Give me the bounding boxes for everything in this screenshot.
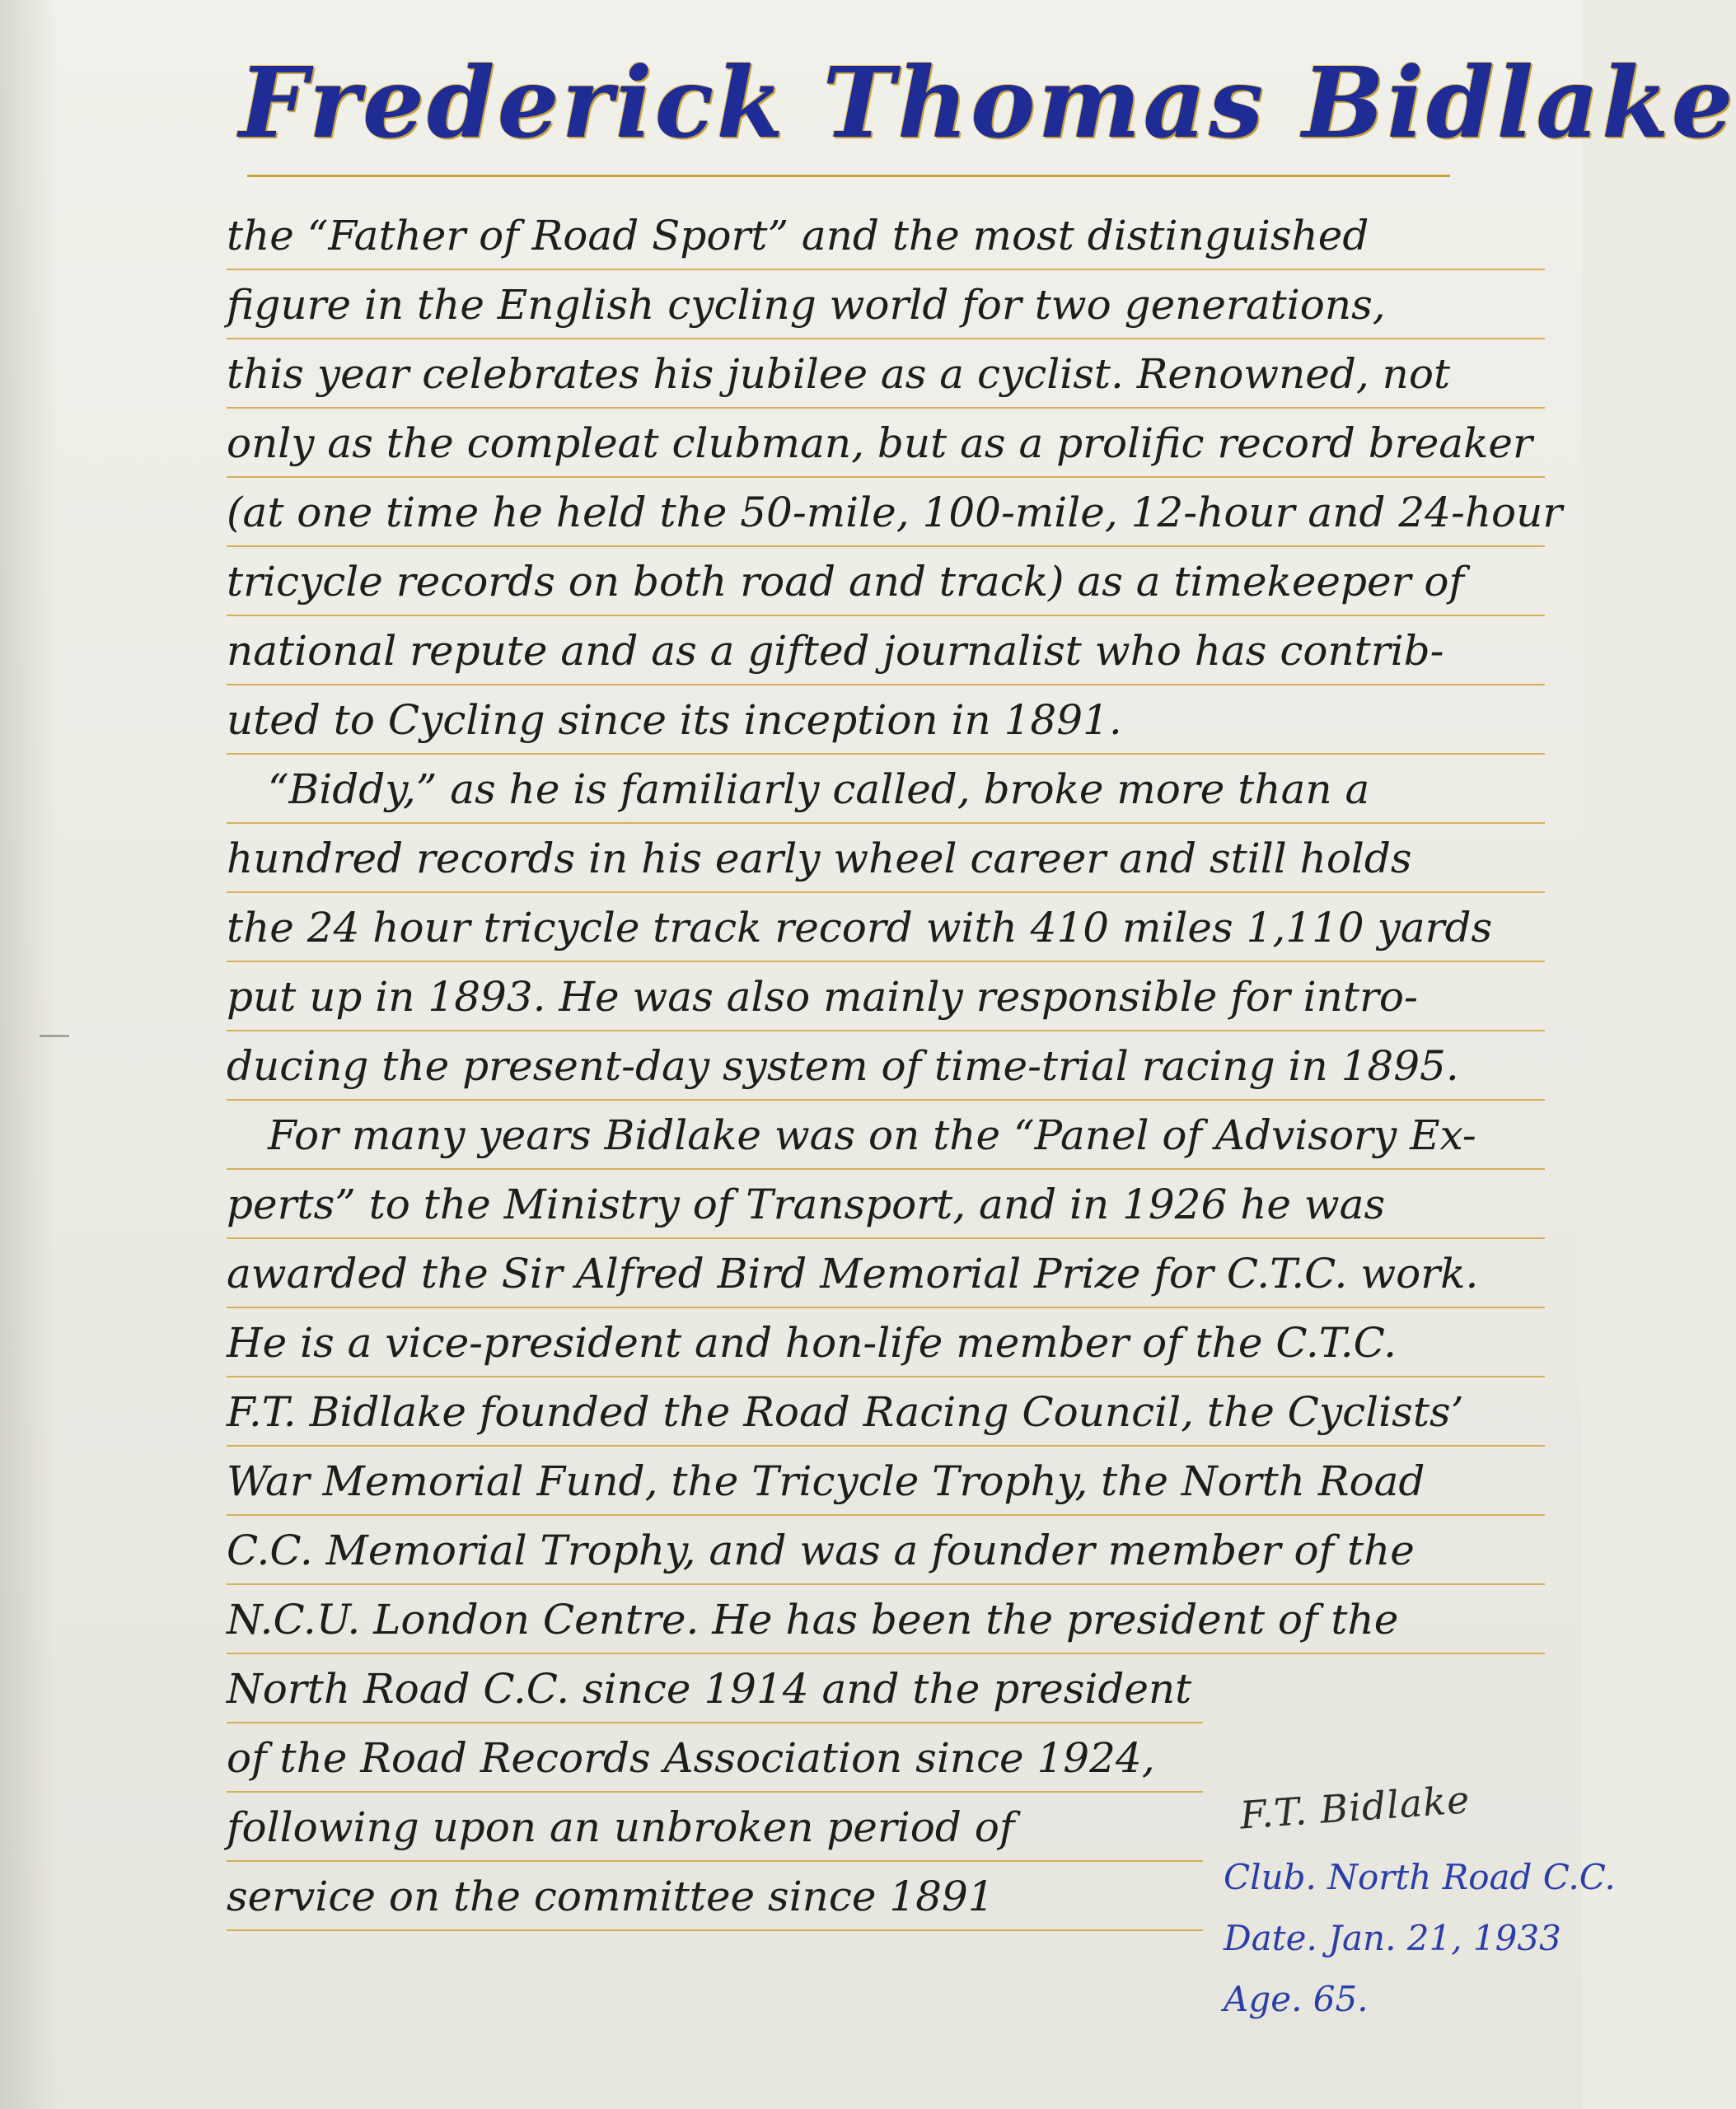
text-line: F.T. Bidlake founded the Road Racing Council, the Cyclists’ (227, 1377, 1545, 1447)
text-line: For many years Bidlake was on the “Panel of Advisory Ex- (227, 1101, 1545, 1170)
text-line: War Memorial Fund, the Tricycle Trophy, the North Road (227, 1447, 1545, 1516)
text-line: of the Road Records Association since 1924, (227, 1723, 1203, 1793)
text-line: “Biddy,” as he is familiarly called, broke more than a (227, 755, 1545, 824)
text-line: the 24 hour tricycle track record with 410 miles 1,110 yards (227, 893, 1545, 962)
text-line: He is a vice-president and hon-life member of the C.T.C. (227, 1308, 1545, 1377)
text-line: tricycle records on both road and track) as a timekeeper of (227, 547, 1545, 616)
text-line: awarded the Sir Alfred Bird Memorial Prize for C.T.C. work. (227, 1239, 1545, 1308)
text-line: this year celebrates his jubilee as a cyclist. Renowned, not (227, 339, 1545, 409)
page-title: Frederick Thomas Bidlake (239, 45, 1736, 160)
text-line: the “Father of Road Sport” and the most distinguished (227, 201, 1545, 270)
body-text (227, 201, 1563, 1931)
text-line: ducing the present-day system of time-trial racing in 1895. (227, 1031, 1545, 1101)
text-line: put up in 1893. He was also mainly responsible for intro- (227, 962, 1545, 1031)
text-line: figure in the English cycling world for two generations, (227, 270, 1545, 339)
text-line: following upon an unbroken period of (227, 1793, 1203, 1862)
handwritten-signature: F.T. Bidlake (1238, 1777, 1472, 1838)
text-line: North Road C.C. since 1914 and the president (227, 1654, 1203, 1723)
page-edge-shadow (0, 0, 58, 2109)
age-line: Age. 65. (1224, 1979, 1369, 2019)
text-line: only as the compleat clubman, but as a prolific record breaker (227, 409, 1545, 478)
text-line: perts” to the Ministry of Transport, and in 1926 he was (227, 1170, 1545, 1239)
margin-mark (40, 1035, 69, 1037)
signature-block (1224, 1777, 1616, 2030)
text-line: hundred records in his early wheel career and still holds (227, 824, 1545, 893)
date-line: Date. Jan. 21, 1933 (1224, 1918, 1561, 1958)
text-line: uted to Cycling since its inception in 1891. (227, 685, 1545, 755)
text-line: service on the committee since 1891 (227, 1862, 1203, 1931)
text-line: C.C. Memorial Trophy, and was a founder member of the (227, 1516, 1545, 1585)
text-line: national repute and as a gifted journalist who has contrib- (227, 616, 1545, 685)
text-line: N.C.U. London Centre. He has been the president of the (227, 1585, 1545, 1654)
text-line: (at one time he held the 50-mile, 100-mile, 12-hour and 24-hour (227, 478, 1545, 547)
club-line: Club. North Road C.C. (1224, 1857, 1616, 1897)
title-gold-rule (247, 175, 1450, 177)
